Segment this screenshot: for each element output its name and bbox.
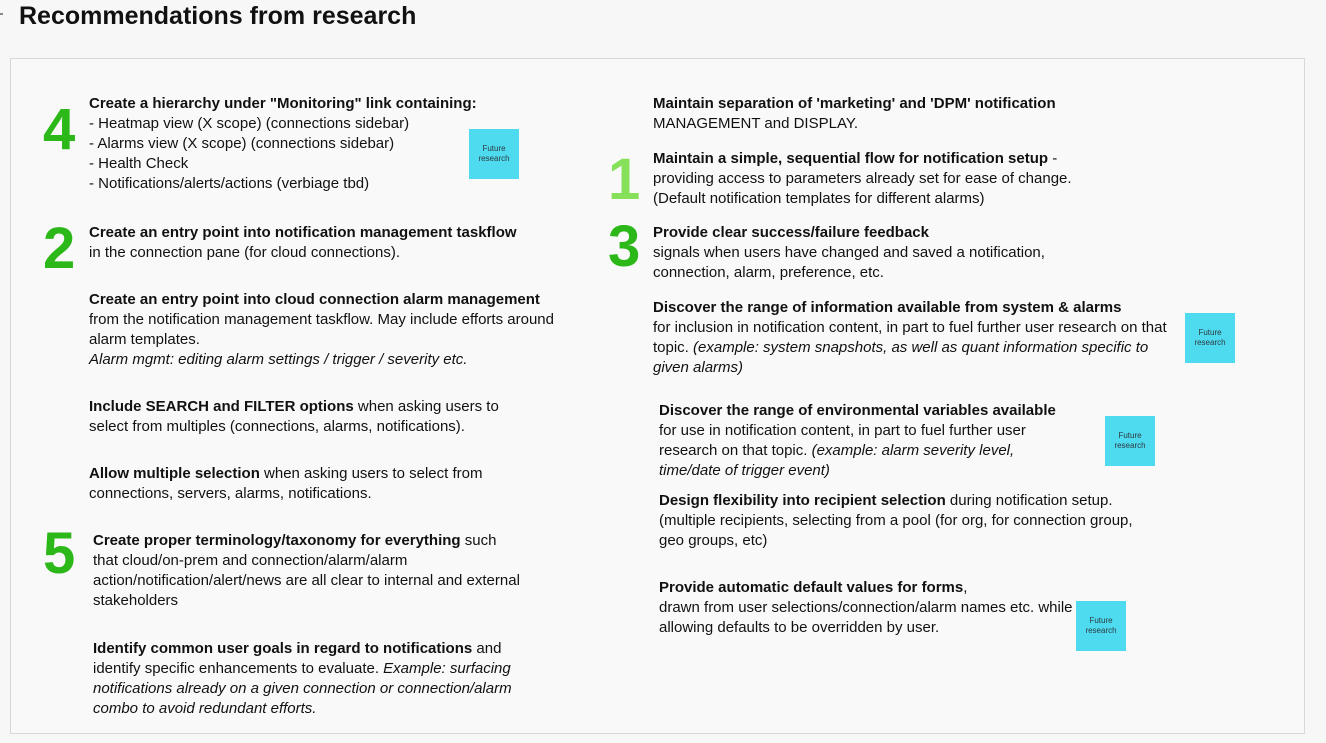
recommendation-heading: Create proper terminology/taxonomy for everything bbox=[93, 532, 461, 549]
recommendation-text: and identify specific enhancements to evaluate. bbox=[93, 640, 502, 677]
recommendation-sequential-flow[interactable] bbox=[653, 149, 1083, 209]
recommendation-note: Alarm mgmt: editing alarm settings / trigger / severity etc. bbox=[89, 351, 468, 368]
recommendation-heading: Create an entry point into notification management taskflow bbox=[89, 224, 517, 241]
recommendation-text: drawn from user selections/connection/alarm names etc. while allowing defaults to be overridden by user. bbox=[659, 599, 1073, 636]
recommendation-discover-env[interactable] bbox=[659, 401, 1079, 481]
recommendation-text: for use in notification content, in part to fuel further user research on that topic. bbox=[659, 422, 1026, 459]
recommendation-separation[interactable] bbox=[653, 94, 1113, 134]
recommendation-note: (example: system snapshots, as well as quant information specific to given alarms) bbox=[653, 339, 1149, 376]
future-research-sticky[interactable]: Future research bbox=[1105, 416, 1155, 466]
recommendation-heading: Include SEARCH and FILTER options bbox=[89, 398, 354, 415]
recommendation-monitoring-hierarchy[interactable] bbox=[89, 94, 509, 194]
future-research-sticky[interactable]: Future research bbox=[1185, 313, 1235, 363]
recommendation-heading: Maintain separation of 'marketing' and 'DPM' notification bbox=[653, 95, 1056, 112]
recommendation-heading: Discover the range of environmental variables available bbox=[659, 402, 1056, 419]
recommendation-recipient-selection[interactable] bbox=[659, 491, 1149, 551]
recommendation-text: signals when users have changed and saved a notification, connection, alarm, preference, etc. bbox=[653, 244, 1045, 281]
recommendation-discover-info[interactable] bbox=[653, 298, 1168, 378]
recommendation-text: , bbox=[963, 579, 968, 596]
priority-number-3: 3 bbox=[608, 214, 641, 279]
recommendation-heading: Identify common user goals in regard to notifications bbox=[93, 640, 473, 657]
recommendation-text: during notification setup. (multiple recipients, selecting from a pool (for org, for connection group, geo groups, etc) bbox=[659, 492, 1133, 549]
recommendation-entry-point-taskflow[interactable] bbox=[89, 223, 559, 263]
hierarchy-item: - Notifications/alerts/actions (verbiage tbd) bbox=[89, 175, 370, 192]
recommendation-heading: Allow multiple selection bbox=[89, 465, 260, 482]
recommendation-default-values[interactable] bbox=[659, 578, 1079, 638]
recommendation-text: in the connection pane (for cloud connections). bbox=[89, 244, 401, 261]
priority-number-1: 1 bbox=[608, 147, 641, 212]
hierarchy-item: - Health Check bbox=[89, 155, 189, 172]
recommendation-cloud-alarm-entry[interactable] bbox=[89, 290, 559, 370]
page-title: Recommendations from research bbox=[19, 2, 417, 30]
future-research-sticky[interactable]: Future research bbox=[469, 129, 519, 179]
recommendation-note: (example: alarm severity level, time/date of trigger event) bbox=[659, 442, 1015, 479]
recommendation-multiple-selection[interactable] bbox=[89, 464, 529, 504]
priority-number-4: 4 bbox=[43, 97, 76, 162]
hierarchy-item: - Alarms view (X scope) (connections sidebar) bbox=[89, 135, 395, 152]
research-board bbox=[10, 58, 1305, 734]
recommendation-feedback[interactable] bbox=[653, 223, 1083, 283]
recommendation-text: for inclusion in notification content, in part to fuel further user research on that topic. bbox=[653, 319, 1167, 356]
recommendation-heading: Discover the range of information available from system & alarms bbox=[653, 299, 1122, 316]
edge-marker bbox=[0, 13, 3, 15]
recommendation-text: such that cloud/on-prem and connection/alarm/alarm action/notification/alert/news are all clear to internal and external stakeholders bbox=[93, 532, 520, 609]
recommendation-heading: Provide clear success/failure feedback bbox=[653, 224, 929, 241]
recommendation-search-filter[interactable] bbox=[89, 397, 529, 437]
recommendation-text: - providing access to parameters already set for ease of change. (Default notification templates for different alarms) bbox=[653, 150, 1072, 207]
recommendation-heading: Create an entry point into cloud connection alarm management bbox=[89, 291, 540, 308]
recommendation-heading: Design flexibility into recipient selection bbox=[659, 492, 946, 509]
recommendation-user-goals[interactable] bbox=[93, 639, 523, 719]
recommendation-text: when asking users to select from multiples (connections, alarms, notifications). bbox=[89, 398, 499, 435]
recommendation-text: from the notification management taskflow. May include efforts around alarm templates. bbox=[89, 311, 554, 348]
priority-number-2: 2 bbox=[43, 216, 76, 281]
recommendation-heading: Maintain a simple, sequential flow for notification setup bbox=[653, 150, 1049, 167]
priority-number-5: 5 bbox=[43, 521, 76, 586]
recommendation-text: MANAGEMENT and DISPLAY. bbox=[653, 115, 859, 132]
recommendation-note: Example: surfacing notifications already on a given connection or connection/alarm combo to avoid redundant efforts. bbox=[93, 660, 512, 717]
recommendation-heading: Create a hierarchy under "Monitoring" link containing: bbox=[89, 95, 477, 112]
hierarchy-item: - Heatmap view (X scope) (connections sidebar) bbox=[89, 115, 410, 132]
recommendation-terminology[interactable] bbox=[93, 531, 523, 611]
recommendation-heading: Provide automatic default values for forms bbox=[659, 579, 964, 596]
recommendation-text: when asking users to select from connections, servers, alarms, notifications. bbox=[89, 465, 483, 502]
future-research-sticky[interactable]: Future research bbox=[1076, 601, 1126, 651]
